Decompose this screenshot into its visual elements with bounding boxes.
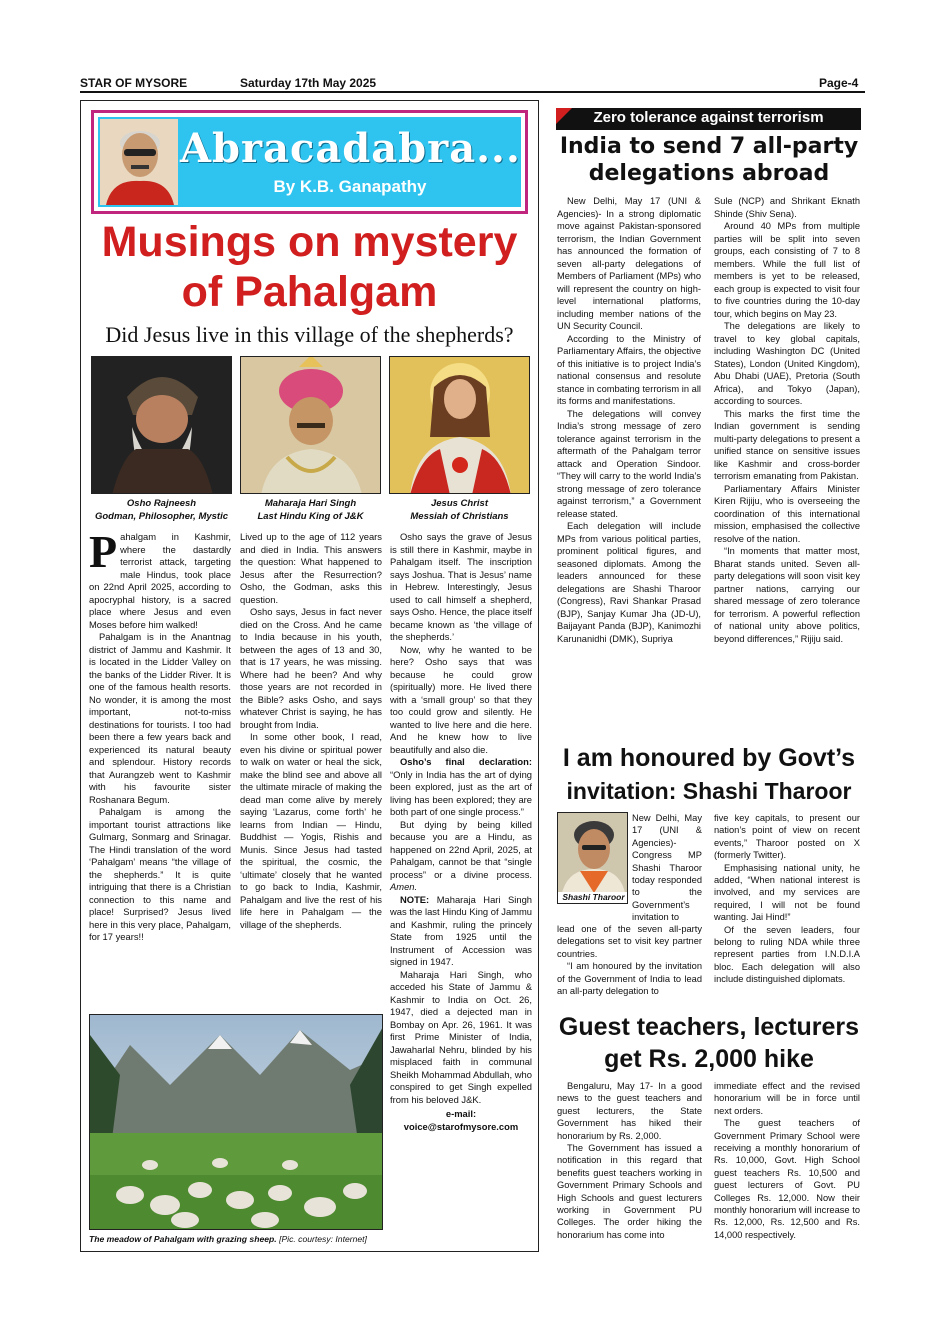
story2-para: Of the seven leaders, four belong to ruling NDA while three represent parties from I.N.D.I.A bloc. Each delegation will also include distinguished diplomats. <box>714 924 860 985</box>
story2-para: “I am honoured by the invitation of the Government of India to lead an all-party delegation to <box>557 961 702 997</box>
meadow-caption-text: The meadow of Pahalgam with grazing sheep. <box>89 1234 277 1244</box>
masthead-rule <box>80 91 865 93</box>
kicker-text: Zero tolerance against terrorism <box>593 109 824 126</box>
main-col3-para: But dying by being killed because you are a Hindu, as happened on 22nd April, 2025, at Pahalgam, cannot be that “single process” or a divine process. <box>390 818 532 880</box>
main-headline-line1: Musings on mystery <box>101 218 518 266</box>
story2-col-b <box>714 812 860 986</box>
story2-wrap-text: New Delhi, May 17 (UNI & Agencies)- Congress MP Shashi Tharoor today responded to the Government’s invitation to <box>632 813 702 923</box>
caption-jesus-desc: Messiah of Christians <box>410 511 509 522</box>
osho-declaration-text: “Only in India has the art of dying been explored, just as the art of living has been explored; they are both part of one single process.” <box>390 768 532 817</box>
note-label: NOTE: <box>400 893 430 905</box>
story3-col-a <box>557 1080 702 1241</box>
story3-para: Bengaluru, May 17- In a good news to the guest teachers and guest lecturers, the State Government has hiked their honorarium by Rs. 2,000. <box>557 1081 702 1141</box>
caption-osho-name: Osho Rajneesh <box>126 498 197 509</box>
story1-col-a <box>557 195 701 645</box>
story1-para: Sule (NCP) and Shrikant Eknath Shinde (Shiv Sena). <box>714 196 860 219</box>
caption-osho-desc: Godman, Philosopher, Mystic <box>94 511 229 522</box>
main-col3-para: Osho says the grave of Jesus is still there in Kashmir, maybe in Pahalgam itself. The inscription says Joshua. That is Jesus’ name in Hebrew. Interestingly, Jesus used to call himself a shepherd, says Osho. Hence, the place itself became known as ‘the village of the shepherds.’ <box>390 531 532 642</box>
main-col3-para: Now, why he wanted to be here? Osho says that was because he could grow (spiritually) more. He lived there with a ‘small group’ so that they too could grow and silently. He wanted to live here and die here. And he knew how to live beautifully and also die. <box>390 643 532 755</box>
story1-para: The delegations will convey India’s strong message of zero tolerance against terrorism in the aftermath of the Pahalgam terror attack and Operation Sindoor. “They will carry to the world India’s strong message of zero tolerance against terrorism,” a Government release stated. <box>557 408 701 519</box>
meadow-caption <box>89 1234 389 1244</box>
main-col1-para: Pahalgam is among the important tourist attractions like Gulmarg, Sonmarg and Srinagar. The Hindi translation of the word ‘Pahalgam’ means “the village of the shepherds.” It is quite intriguing that there is a Christian connection to this name and place! Surprised? Jesus lived here in this very place, Pahalgam, for 17 years!! <box>89 806 231 942</box>
story2-col-a <box>557 923 702 997</box>
main-col-3 <box>390 531 532 1133</box>
story1-col-b <box>714 195 860 645</box>
email-label: e-mail: <box>445 1108 477 1119</box>
photo-tharoor <box>557 812 628 904</box>
main-col3-para: Maharaja Hari Singh, who acceded his State of Jammu & Kashmir to India on Oct. 26, 1947, died a dejected man in Bombay on Apr. 26, 1961. It was first Prime Minister of India, Jawaharlal Nehru, blinded by his misplaced faith in communal Sheikh Mohammad Abdullah, who conspired to get Singh expelled from his beloved J&K. <box>390 968 532 1105</box>
story1-para: New Delhi, May 17 (UNI & Agencies)- In a strong diplomatic move against Pakistan-sponsored terrorism, the Indian Government has announced the formation of seven all-party delegations of Members of Parliament (MPs) who will represent the country on high-level international platforms, including member nations of the UN Security Council. <box>557 196 701 331</box>
story2-headline-line1: I am honoured by Govt’s <box>562 744 856 772</box>
main-col-2 <box>240 531 382 931</box>
story2-para: lead one of the seven all-party delegations set to visit key partner countries. <box>557 924 702 959</box>
page-number: Page-4 <box>819 76 859 90</box>
story1-para: According to the Ministry of Parliamentary Affairs, the objective of this initiative is to project India’s national consensus and resolute stance in combating terrorism in all its forms and manifestations. <box>557 333 701 406</box>
email-address[interactable]: voice@starofmysore.com <box>403 1120 519 1132</box>
drop-cap: P <box>89 526 118 577</box>
story1-para: “In moments that matter most, Bharat stands united. Seven all-party delegations will soon visit key partner nations, carrying our shared message of zero tolerance for terrorism. A powerful reflection of national unity above politics, beyond differences,” Rijiju said. <box>714 546 860 644</box>
column-banner <box>91 110 528 214</box>
tharoor-caption: Shashi Tharoor <box>558 892 628 903</box>
main-col2-para: In some other book, I read, even his divine or spiritual power to walk on water or heal the sick, make the blind see and above all the ultimate miracle of making the dead man come alive by merely saying ‘Lazarus, come forth’ he learns from Indian — Hindu, Buddhist — Yogis, Rishis and Munis. Since Jesus had tasted the spiritual, the cosmic, the ‘ultimate’ closely that he wanted to go back to India, Kashmir, Pahalgam and live the rest of his life here in Pahalgam — the village of the shepherds. <box>240 731 382 930</box>
photo-hari-singh <box>240 356 381 494</box>
column-title: Abracadabra... <box>180 125 521 172</box>
main-col2-para: Osho says, Jesus in fact never died on the Cross. And he came to India because in his youth, between the ages of 13 and 30, that is 17 years, he was missing. Where had he been? And why those years are not recorded in the Bible? asks Osho, and says whatever Christ is saying, he has brought from India. <box>240 606 382 730</box>
caption-hari-singh-name: Maharaja Hari Singh <box>264 498 357 509</box>
story2-para: five key capitals, to present our nation’s point of view on recent events,” Tharoor posted on X (formerly Twitter). <box>714 813 860 861</box>
story3-headline-line2: get Rs. 2,000 hike <box>604 1045 814 1073</box>
amen-text: Amen. <box>390 881 418 892</box>
main-subhead: Did Jesus live in this village of the shepherds? <box>105 322 514 347</box>
story1-para: Each delegation will include MPs from various political parties, prominent political figures, and seasoned diplomats. Among the leaders announced for these delegations are Shashi Tharoor (Congress), Ravi Shankar Prasad (BJP), Sanjay Kumar Jha (JD-U), Baijayant Panda (BJP), Kanimozhi Karunanidhi (DMK), Supriya <box>557 521 701 644</box>
main-col1-para: Pahalgam is in the Anantnag district of Jammu and Kashmir. It is located in the Lidder Valley on the banks of the Lidder River. It is one of the famous health resorts. No wonder, it is among the most important, not-to-miss destinations for tourists. I too had been there a few years back and experienced its natural beauty and splendour. History records that Aurangzeb went to Kashmir with his favourite sister Roshanara Begum. <box>89 631 231 805</box>
story2-headline-line2: invitation: Shashi Tharoor <box>566 778 852 804</box>
story1-para: This marks the first time the Indian government is sending multi-party delegations to present a unified stance on sensitive issues like Kashmir and cross-border terrorism emanating from Pakistan. <box>714 408 860 481</box>
story2-para: Emphasising national unity, he added, “When national interest is involved, and my services are required, I will not be found wanting. Jai Hind!” <box>714 862 860 923</box>
photo-pahalgam-meadow <box>89 1014 383 1230</box>
story1-headline-line1: India to send 7 all-party <box>559 134 859 159</box>
author-photo <box>100 119 178 205</box>
story3-col-b <box>714 1080 860 1241</box>
caption-hari-singh-desc: Last Hindu King of J&K <box>257 511 364 522</box>
main-headline-line2: of Pahalgam <box>181 268 438 316</box>
story1-para: Around 40 MPs from multiple parties will be split into seven groups, each consisting of 7 to 8 members. While the full list of members is yet to be released, each group is expected to visit four to five countries during the 10-day tour, which begins on May 23. <box>714 221 860 319</box>
kicker-bar <box>556 108 861 130</box>
story3-headline-line1: Guest teachers, lecturers <box>558 1013 860 1041</box>
photo-osho <box>91 356 232 494</box>
story1-para: The delegations are likely to travel to key global capitals, including Washington DC (United States), London (United Kingdom), Abu Dhabi (UAE), Pretoria (South Africa), and Tokyo (Japan), according to sources. <box>714 321 860 406</box>
photo-jesus <box>389 356 530 494</box>
meadow-credit: [Pic. courtesy: Internet] <box>279 1234 367 1244</box>
column-byline: By K.B. Ganapathy <box>273 177 427 196</box>
story3-para: The Government has issued a notification in this regard that benefits guest teachers working in Government Primary Schools and High Schools and guest lecturers working in Government PU Colleges. The order hiking the honorarium has come into <box>557 1143 702 1240</box>
main-col1-para: ahalgam in Kashmir, where the dastardly terrorist attack, targeting male Hindus, took place on 22nd April 2025, according to apocryphal history, is a sacred place where Jesus and even Moses before him walked! <box>89 531 231 630</box>
note-text: Maharaja Hari Singh was the last Hindu King of Jammu and Kashmir, ruling the princely State from 1925 until the Instrument of Accession was signed in 1947. <box>390 893 532 967</box>
caption-jesus-name: Jesus Christ <box>430 498 489 509</box>
story1-para: Parliamentary Affairs Minister Kiren Rijiju, who is overseeing the coordination of this international mission, emphasised the collective resolve of the nation. <box>714 483 860 544</box>
story1-headline-line2: delegations abroad <box>588 161 830 186</box>
story3-para: The guest teachers of Government Primary School were receiving a monthly honorarium of Rs. 10,000, Govt. High School guest teachers Rs. 10,500 and guest lecturers of Govt. PU Colleges Rs. 12,000. Now their monthly honorarium will increase to Rs. 12,000, Rs. 12,500 and Rs. 14,000 respectively. <box>714 1118 860 1240</box>
main-col-1 <box>89 526 231 944</box>
story3-para: immediate effect and the revised honorarium will be in force until next orders. <box>714 1081 860 1116</box>
osho-declaration-label: Osho’s final declaration: <box>400 756 532 767</box>
main-col2-para: Lived up to the age of 112 years and died in India. This answers the question: What happened to Jesus after the Resurrection? Osho, the Godman, asks this question. <box>240 531 382 605</box>
issue-date: Saturday 17th May 2025 <box>240 76 377 90</box>
paper-name: STAR OF MYSORE <box>80 76 188 90</box>
